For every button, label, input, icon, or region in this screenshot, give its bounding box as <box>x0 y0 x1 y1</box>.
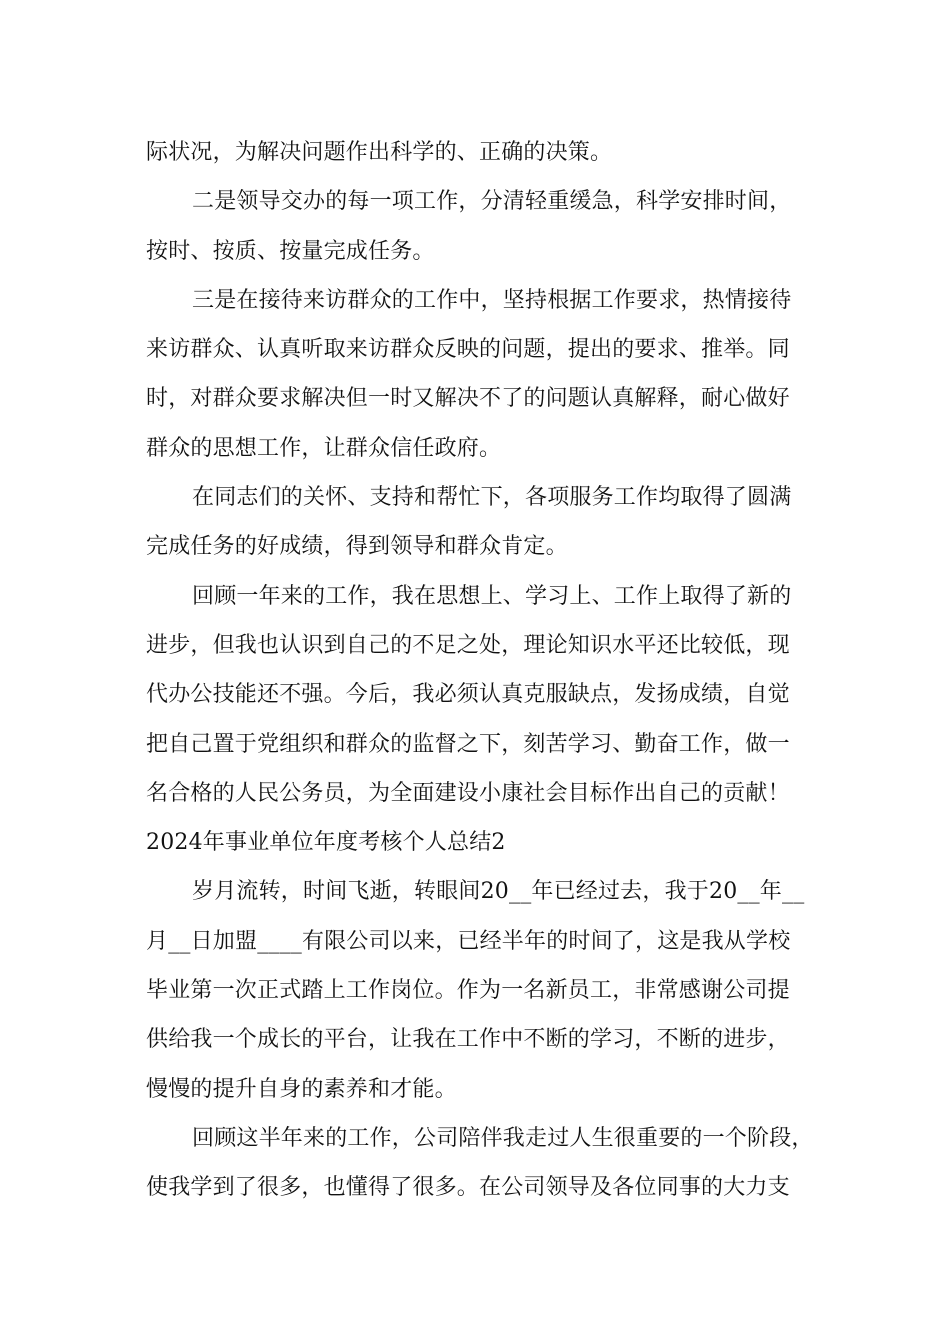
paragraph-first-line: 二是领导交办的每一项工作，分清轻重缓急，科学安排时间， <box>192 189 792 215</box>
paragraph-first-line: 回顾这半年来的工作，公司陪伴我走过人生很重要的一个阶段， <box>192 1125 814 1151</box>
text-line: 代办公技能还不强。今后，我必须认真克服缺点，发扬成绩，自觉 <box>146 682 790 708</box>
text-line: 群众的思想工作，让群众信任政府。 <box>146 435 502 461</box>
text-line: 际状况，为解决问题作出科学的、正确的决策。 <box>146 140 613 165</box>
text-line: 完成任务的好成绩，得到领导和群众肯定。 <box>146 534 568 560</box>
text-line: 时，对群众要求解决但一时又解决不了的问题认真解释，耐心做好 <box>146 386 790 412</box>
text-line: 进步，但我也认识到自己的不足之处，理论知识水平还比较低，现 <box>146 632 790 658</box>
text-line: 名合格的人民公务员，为全面建设小康社会目标作出自己的贡献！ <box>146 780 790 806</box>
text-line: 毕业第一次正式踏上工作岗位。作为一名新员工，非常感谢公司提 <box>146 978 790 1004</box>
section-heading: 2024年事业单位年度考核个人总结2 <box>146 830 506 856</box>
text-line: 慢慢的提升自身的素养和才能。 <box>146 1076 457 1102</box>
paragraph-first-line: 在同志们的关怀、支持和帮忙下，各项服务工作均取得了圆满 <box>192 485 792 511</box>
paragraph-first-line: 岁月流转，时间飞逝，转眼间20__年已经过去，我于20__年__ <box>192 879 805 905</box>
paragraph-first-line: 回顾一年来的工作，我在思想上、学习上、工作上取得了新的 <box>192 583 792 609</box>
text-line: 月__日加盟____有限公司以来，已经半年的时间了，这是我从学校 <box>146 928 791 954</box>
text-line: 把自己置于党组织和群众的监督之下，刻苦学习、勤奋工作，做一 <box>146 731 790 757</box>
text-line: 来访群众、认真听取来访群众反映的问题，提出的要求、推举。同 <box>146 337 790 363</box>
document-body <box>146 128 826 1213</box>
paragraph-first-line: 三是在接待来访群众的工作中，坚持根据工作要求，热情接待 <box>192 287 792 313</box>
text-line: 供给我一个成长的平台，让我在工作中不断的学习，不断的进步， <box>146 1027 790 1053</box>
text-line: 使我学到了很多，也懂得了很多。在公司领导及各位同事的大力支 <box>146 1175 790 1201</box>
text-line: 按时、按质、按量完成任务。 <box>146 238 435 264</box>
